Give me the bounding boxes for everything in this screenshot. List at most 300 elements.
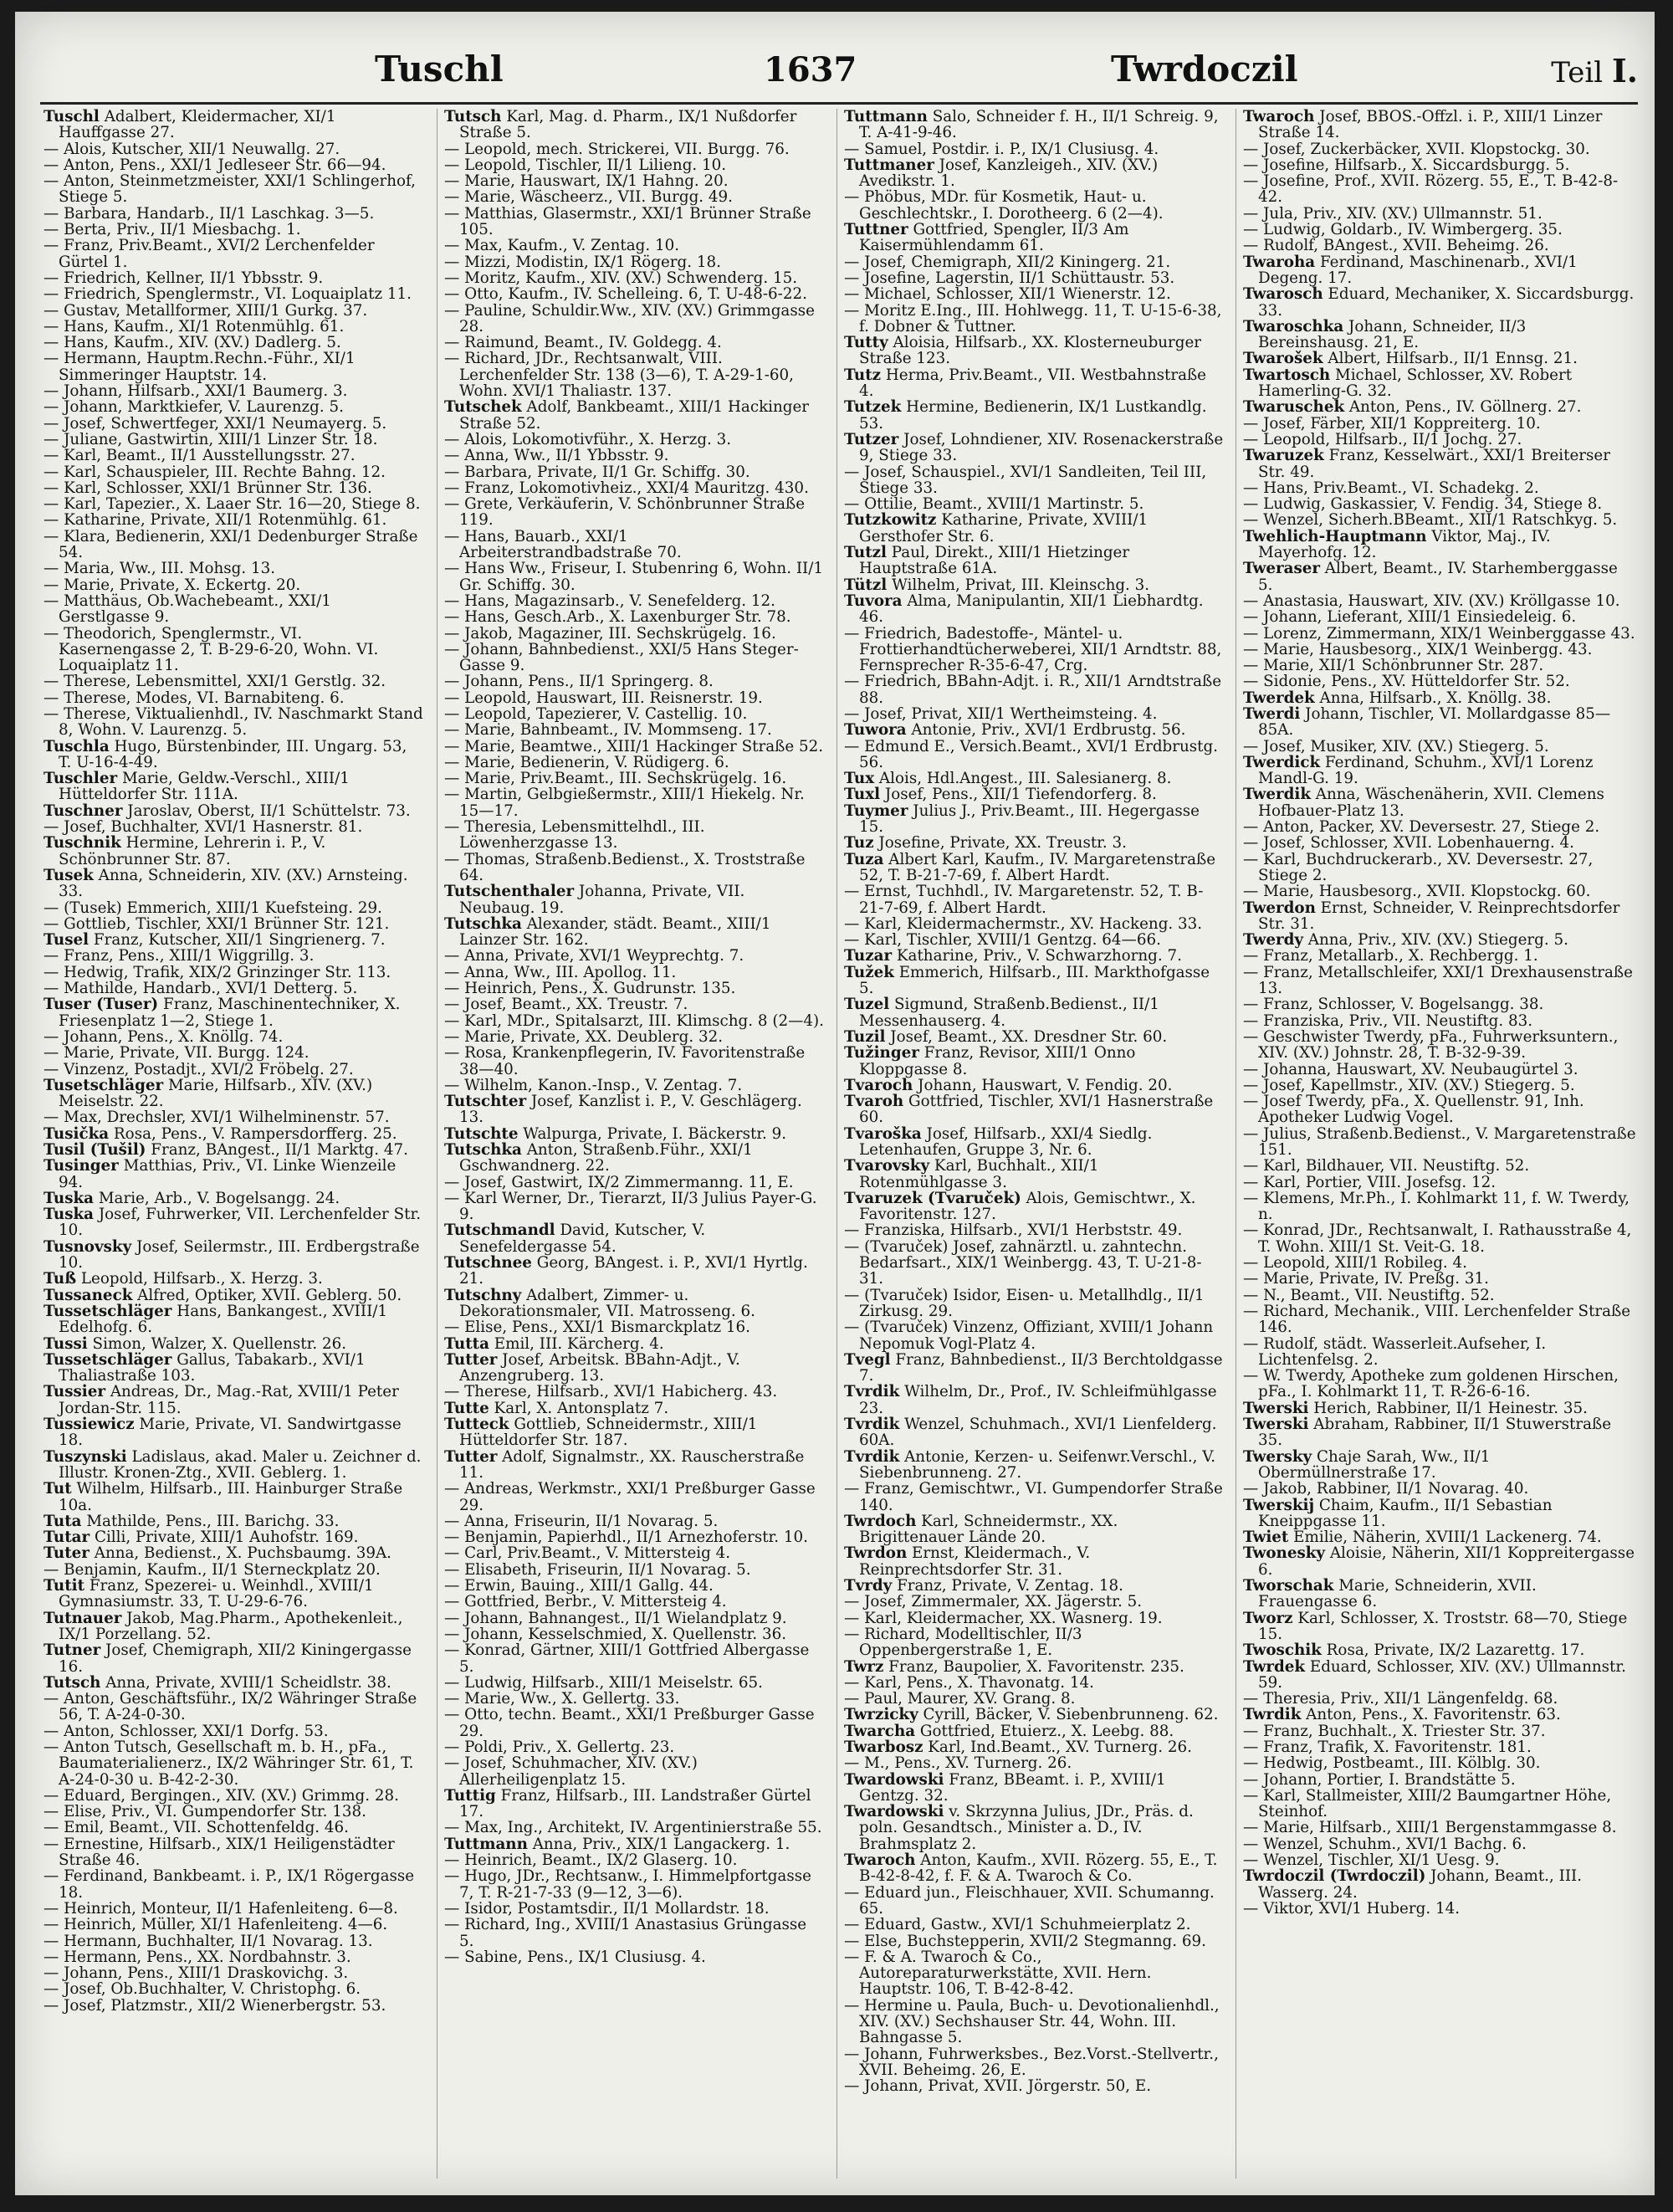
directory-entry: — Moritz, Kaufm., XIV. (XV.) Schwenderg. 15. xyxy=(444,269,798,287)
directory-entry: — Franz, Metallarb., X. Rechbergg. 1. xyxy=(1243,947,1538,965)
directory-entry: Tutit Franz, Spezerei- u. Weinhdl., XVIII/1 Gymnasiumstr. 33, T. U-29-6-76. xyxy=(43,1577,374,1611)
directory-entry: — Sidonie, Pens., XV. Hütteldorfer Str. 52. xyxy=(1243,673,1570,691)
directory-entry: — Max, Kaufm., V. Zentag. 10. xyxy=(444,237,680,255)
directory-entry: — Hermann, Hauptm.Rechn.-Führ., XI/1 Simmeringer Hauptstr. 14. xyxy=(43,350,356,384)
directory-entry: Tussier Andreas, Dr., Mag.-Rat, XVIII/1 Peter Jordan-Str. 115. xyxy=(43,1383,399,1417)
directory-entry: Tuwora Antonie, Priv., XVI/1 Erdbrustg. 56. xyxy=(844,721,1186,740)
directory-entry: — Paul, Maurer, XV. Grang. 8. xyxy=(844,1690,1076,1708)
directory-entry: — Franz, Priv.Beamt., XVI/2 Lerchenfelder Gürtel 1. xyxy=(43,237,375,271)
directory-entry: — Marie, Private, XX. Deublerg. 32. xyxy=(444,1027,724,1046)
directory-entry: — Johann, Fuhrwerksbes., Bez.Vorst.-Stellvertr., XVII. Beheimg. 26, E. xyxy=(844,2045,1219,2079)
directory-entry: — Isidor, Postamtsdir., II/1 Mollardstr. 18. xyxy=(444,1899,770,1918)
directory-entry: Twartosch Michael, Schlosser, XV. Robert Hamerling-G. 32. xyxy=(1243,366,1573,401)
directory-entry: Tuter Anna, Bedienst., X. Puchsbaumg. 39A. xyxy=(43,1544,391,1563)
directory-entry: — Marie, Ww., X. Gellertg. 33. xyxy=(444,1690,680,1708)
directory-entry: — Franziska, Priv., VII. Neustiftg. 83. xyxy=(1243,1011,1533,1030)
directory-entry: — Karl Werner, Dr., Tierarzt, II/3 Julius Payer-G. 9. xyxy=(444,1189,817,1224)
directory-entry: — Josef, Chemigraph, XII/2 Kiningerg. 21. xyxy=(844,253,1171,271)
directory-entry: — Eduard jun., Fleischhauer, XVII. Schumanng. 65. xyxy=(844,1883,1215,1918)
directory-entry: Tutnauer Jakob, Mag.Pharm., Apothekenleit., IX/1 Porzellang. 52. xyxy=(43,1609,403,1643)
directory-entry: Tworz Karl, Schlosser, X. Troststr. 68—70, Stiege 15. xyxy=(1243,1609,1628,1643)
directory-entry: Tvaroh Gottfried, Tischler, XVI/1 Hasnerstraße 60. xyxy=(844,1093,1214,1127)
directory-entry: — Therese, Lebensmittel, XXI/1 Gerstlg. 32. xyxy=(43,673,386,691)
directory-entry: Twerdek Anna, Hilfsarb., X. Knöllg. 38. xyxy=(1243,689,1552,707)
directory-entry: — Matthias, Glasermstr., XXI/1 Brünner Straße 105. xyxy=(444,204,811,239)
directory-entry: Twerski Abraham, Rabbiner, II/1 Stuwerstraße 35. xyxy=(1243,1416,1612,1450)
directory-entry: Twrdek Eduard, Schlosser, XIV. (XV.) Ullmannstr. 59. xyxy=(1243,1657,1626,1692)
directory-entry: Twaruschek Anton, Pens., IV. Göllnerg. 27. xyxy=(1243,398,1582,417)
directory-entry: Tutar Cilli, Private, XIII/1 Auhofstr. 169. xyxy=(43,1528,359,1547)
directory-entry: — Hedwig, Postbeamt., III. Kölblg. 30. xyxy=(1243,1754,1541,1773)
directory-entry: Twrdik Anton, Pens., X. Favoritenstr. 63. xyxy=(1243,1706,1561,1724)
directory-entry: — Jakob, Rabbiner, II/1 Novarag. 40. xyxy=(1243,1480,1529,1498)
directory-entry: Tussi Simon, Walzer, X. Quellenstr. 26. xyxy=(43,1334,347,1353)
directory-entry: Twerdon Ernst, Schneider, V. Reinprechtsdorfer Str. 31. xyxy=(1243,899,1620,933)
directory-entry: — Franziska, Hilfsarb., XVI/1 Herbststr. 49. xyxy=(844,1221,1183,1240)
directory-entry: — Johann, Pens., XIII/1 Draskovichg. 3. xyxy=(43,1964,349,1983)
directory-entry: — Hans, Kaufm., XI/1 Rotenmühlg. 61. xyxy=(43,317,345,335)
directory-entry: — Maria, Ww., III. Mohsg. 13. xyxy=(43,560,276,578)
directory-entry: Tužinger Franz, Revisor, XIII/1 Onno Kloppgasse 8. xyxy=(844,1044,1136,1078)
directory-entry: — Richard, Ing., XVIII/1 Anastasius Grüngasse 5. xyxy=(444,1916,807,1950)
directory-entry: — Konrad, Gärtner, XIII/1 Gottfried Albergasse 5. xyxy=(444,1641,810,1676)
directory-entry: — Benjamin, Kaufm., II/1 Sterneckplatz 20. xyxy=(43,1560,381,1579)
directory-entry: — Franz, Metallschleifer, XXI/1 Drexhausenstraße 13. xyxy=(1243,963,1633,998)
directory-entry: Twrdon Ernst, Kleidermach., V. Reinprechtsdorfer Str. 31. xyxy=(844,1544,1091,1579)
directory-entry: Tutteck Gottlieb, Schneidermstr., XIII/1 Hütteldorfer Str. 187. xyxy=(444,1416,758,1450)
directory-entry: Tutschka Anton, Straßenb.Führ., XXI/1 Gschwandnerg. 22. xyxy=(444,1141,753,1175)
directory-entry: — Erwin, Bauing., XIII/1 Gallg. 44. xyxy=(444,1577,714,1595)
directory-entry: — Rosa, Krankenpflegerin, IV. Favoritenstraße 38—40. xyxy=(444,1044,806,1078)
directory-entry: Tutschenthaler Johanna, Private, VII. Neubaug. 19. xyxy=(444,883,745,917)
directory-entry: Twonesky Aloisie, Näherin, XII/1 Koppreitergasse 6. xyxy=(1243,1544,1635,1579)
directory-entry: Tützl Wilhelm, Privat, III. Kleinschg. 3. xyxy=(844,576,1150,594)
directory-entry: — Johann, Marktkiefer, V. Laurenzg. 5. xyxy=(43,398,344,417)
directory-entry: — Hans, Magazinsarb., V. Senefelderg. 12. xyxy=(444,591,775,610)
directory-entry: — Wilhelm, Kanon.-Insp., V. Zentag. 7. xyxy=(444,1076,743,1094)
directory-entry: — Anna, Private, XVI/1 Weyprechtg. 7. xyxy=(444,947,744,965)
directory-entry: Tutsch Karl, Mag. d. Pharm., IX/1 Nußdorfer Straße 5. xyxy=(444,109,797,142)
directory-entry: — Karl, Schlosser, XXI/1 Brünner Str. 136. xyxy=(43,479,372,497)
directory-entry: — Josef, Kapellmstr., XIV. (XV.) Stiegerg. 5. xyxy=(1243,1076,1575,1094)
directory-entry: — Anton, Steinmetzmeister, XXI/1 Schlingerhof, Stiege 5. xyxy=(43,172,416,207)
directory-entry: — Matthäus, Ob.Wachebeamt., XXI/1 Gerstlgasse 9. xyxy=(43,591,331,627)
directory-entry: Tutter Josef, Arbeitsk. BBahn-Adjt., V. Anzengruberg. 13. xyxy=(444,1350,740,1385)
directory-entry: — Wenzel, Tischler, XI/1 Uesg. 9. xyxy=(1243,1851,1500,1870)
directory-entry: Tvaroška Josef, Hilfsarb., XXI/4 Siedlg. Letenhaufen, Gruppe 3, Nr. 6. xyxy=(844,1124,1153,1159)
directory-entry: Tvegl Franz, Bahnbedienst., II/3 Berchtoldgasse 7. xyxy=(844,1350,1223,1385)
directory-entry: — Josefine, Hilfsarb., X. Siccardsburgg. 5. xyxy=(1243,156,1570,174)
directory-entry: Twaroschka Johann, Schneider, II/3 Bereinshausg. 21, E. xyxy=(1243,317,1527,352)
directory-entry: — Richard, Mechanik., VIII. Lerchenfelder Straße 146. xyxy=(1243,1302,1631,1337)
directory-entry: Tutty Aloisia, Hilfsarb., XX. Klosterneuburger Straße 123. xyxy=(844,334,1202,368)
directory-entry: Tuschner Jaroslav, Oberst, II/1 Schüttelstr. 73. xyxy=(43,801,411,820)
directory-entry: — Raimund, Beamt., IV. Goldegg. 4. xyxy=(444,334,722,352)
directory-entry: — Theodorich, Spenglermstr., VI. Kasernengasse 2, T. B-29-6-20, Wohn. VI. Loquaiplatz 11. xyxy=(43,624,379,675)
directory-entry: — Johanna, Hauswart, XV. Neubaugürtel 3. xyxy=(1243,1060,1578,1078)
directory-entry: — Johann, Bahnangest., II/1 Wielandplatz 9. xyxy=(444,1609,787,1627)
directory-entry: — Jula, Priv., XIV. (XV.) Ullmannstr. 51. xyxy=(1243,204,1543,223)
directory-entry: — Johann, Pens., X. Knöllg. 74. xyxy=(43,1027,284,1046)
directory-entry: Tuschl Adalbert, Kleidermacher, XI/1 Hauffgasse 27. xyxy=(43,109,336,142)
directory-entry: Tuzar Katharine, Priv., V. Schwarzhorng. 7. xyxy=(844,947,1182,965)
directory-entry: — Ferdinand, Bankbeamt. i. P., IX/1 Rögergasse 18. xyxy=(43,1867,415,1902)
directory-page xyxy=(15,12,1655,2195)
directory-entry: — Friedrich, BBahn-Adjt. i. R., XII/1 Arndtstraße 88. xyxy=(844,673,1222,707)
directory-entry: — Hans Ww., Friseur, I. Stubenring 6, Wohn. II/1 Gr. Schiffg. 30. xyxy=(444,560,824,594)
directory-entry: — Gottfried, Berbr., V. Mittersteig 4. xyxy=(444,1593,727,1611)
directory-entry: — Johann, Lieferant, XIII/1 Einsiedeleig. 6. xyxy=(1243,608,1577,627)
directory-entry: Tutschnee Georg, BAngest. i. P., XVI/1 Hyrtlg. 21. xyxy=(444,1254,808,1288)
directory-entry: — Eduard, Gastw., XVI/1 Schuhmeierplatz 2. xyxy=(844,1916,1191,1934)
directory-entry: Tutschter Josef, Kanzlist i. P., V. Geschlägerg. 13. xyxy=(444,1093,802,1127)
directory-entry: — Anastasia, Hauswart, XIV. (XV.) Kröllgasse 10. xyxy=(1243,591,1620,610)
directory-entry: Tuza Albert Karl, Kaufm., IV. Margaretenstraße 52, T. B-21-7-69, f. Albert Hardt. xyxy=(844,850,1216,884)
directory-entry: — Richard, JDr., Rechtsanwalt, VIII. Lerchenfelder Str. 138 (3—6), T. A-29-1-60, Wohn. XVI/1 Thaliastr. 137. xyxy=(444,350,794,401)
directory-entry: Tusička Rosa, Pens., V. Rampersdorfferg. 25. xyxy=(43,1124,397,1143)
directory-entry: Tutzek Hermine, Bedienerin, IX/1 Lustkandlg. 53. xyxy=(844,398,1207,433)
directory-entry: — Karl, Kleidermacher, XX. Wasnerg. 19. xyxy=(844,1609,1163,1627)
directory-entry: — Franz, Buchhalt., X. Triester Str. 37. xyxy=(1243,1722,1546,1740)
directory-entry: — Wenzel, Sicherh.BBeamt., XII/1 Ratschkyg. 5. xyxy=(1243,511,1618,530)
directory-entry: — Karl, Stallmeister, XIII/2 Baumgartner Höhe, Steinhof. xyxy=(1243,1786,1612,1821)
directory-entry: — Franz, Pens., XIII/1 Wiggrillg. 3. xyxy=(43,947,315,965)
directory-entry: — Josef, Beamt., XX. Treustr. 7. xyxy=(444,996,688,1014)
directory-entry: Tuta Mathilde, Pens., III. Barichg. 33. xyxy=(43,1512,340,1530)
directory-entry: — Johann, Hilfsarb., XXI/1 Baumerg. 3. xyxy=(43,382,348,401)
directory-entry: — (Tvaruček) Vinzenz, Offiziant, XVIII/1 Johann Nepomuk Vogl-Platz 4. xyxy=(844,1318,1214,1353)
directory-entry: — W. Twerdy, Apotheke zum goldenen Hirschen, pFa., I. Kohlmarkt 11, T. R-26-6-16. xyxy=(1243,1367,1619,1401)
directory-entry: — Therese, Modes, VI. Barnabiteng. 6. xyxy=(43,689,345,707)
part-numeral: I. xyxy=(1611,52,1638,90)
directory-entry: Tusil (Tušil) Franz, BAngest., II/1 Marktg. 47. xyxy=(43,1141,408,1159)
directory-entry: Twarosch Eduard, Mechaniker, X. Siccardsburgg. 33. xyxy=(1243,285,1635,320)
directory-entry: — Marie, Beamtwe., XIII/1 Hackinger Straße 52. xyxy=(444,737,824,755)
directory-entry: Tusetschläger Marie, Hilfsarb., XIV. (XV.) Meiselstr. 22. xyxy=(43,1076,373,1111)
directory-entry: — Michael, Schlosser, XII/1 Wienerstr. 12. xyxy=(844,285,1171,304)
directory-entry: — Therese, Hilfsarb., XVI/1 Habicherg. 43. xyxy=(444,1383,778,1401)
directory-entry: — Anna, Ww., II/1 Ybbsstr. 9. xyxy=(444,447,669,465)
directory-entry: — Anton, Schlosser, XXI/1 Dorfg. 53. xyxy=(43,1722,329,1740)
directory-entry: Tuser (Tuser) Franz, Maschinentechniker, X. Friesenplatz 1—2, Stiege 1. xyxy=(43,996,401,1030)
directory-entry: — Josef, Buchhalter, XVI/1 Hasnerstr. 81. xyxy=(43,818,363,837)
directory-entry: Tusnovsky Josef, Seilermstr., III. Erdbergstraße 10. xyxy=(43,1237,420,1272)
directory-entry: Tutsch Anna, Private, XVIII/1 Scheidlstr. 38. xyxy=(43,1673,391,1692)
directory-entry: Twerdick Ferdinand, Schuhm., XVI/1 Lorenz Mandl-G. 19. xyxy=(1243,753,1594,788)
directory-entry: — Anna, Friseurin, II/1 Novarag. 5. xyxy=(444,1512,719,1530)
directory-entry: Twiet Emilie, Näherin, XVIII/1 Lackenerg. 74. xyxy=(1243,1528,1602,1547)
directory-entry: — Elise, Pens., XXI/1 Bismarckplatz 16. xyxy=(444,1318,750,1337)
directory-column-2 xyxy=(437,109,825,2179)
directory-entry: Twarbosz Karl, Ind.Beamt., XV. Turnerg. 26. xyxy=(844,1738,1192,1756)
directory-entry: — Lorenz, Zimmermann, XIX/1 Weinberggasse 43. xyxy=(1243,624,1635,643)
directory-entry: — Pauline, Schuldir.Ww., XIV. (XV.) Grimmgasse 28. xyxy=(444,301,815,335)
directory-entry: Tusinger Matthias, Priv., VI. Linke Wienzeile 94. xyxy=(43,1157,397,1191)
directory-entry: Twrdoczil (Twrdoczil) Johann, Beamt., III. Wasserg. 24. xyxy=(1243,1867,1583,1902)
directory-entry: Tuzel Sigmund, Straßenb.Bedienst., II/1 Messenhauserg. 4. xyxy=(844,996,1159,1030)
directory-entry: Tutz Herma, Priv.Beamt., VII. Westbahnstraße 4. xyxy=(844,366,1206,401)
directory-entry: — Ernestine, Hilfsarb., XIX/1 Heiligenstädter Straße 46. xyxy=(43,1835,395,1870)
directory-entry: Twaroha Ferdinand, Maschinenarb., XVI/1 Degeng. 17. xyxy=(1243,253,1578,287)
directory-entry: — Emil, Beamt., VII. Schottenfeldg. 46. xyxy=(43,1819,349,1837)
directory-entry: — Wenzel, Schuhm., XVI/1 Bachg. 6. xyxy=(1243,1835,1527,1853)
directory-entry: Tuttmann Anna, Priv., XIX/1 Langackerg. 1. xyxy=(444,1835,790,1853)
directory-entry: — Rudolf, städt. Wasserleit.Aufseher, I. Lichtenfelsg. 2. xyxy=(1243,1334,1547,1369)
directory-entry: — Klara, Bedienerin, XXI/1 Dedenburger Straße 54. xyxy=(43,527,418,562)
directory-entry: — Jakob, Magaziner, III. Sechskrügelg. 16. xyxy=(444,624,776,643)
directory-entry: Tux Alois, Hdl.Angest., III. Salesianerg. 8. xyxy=(844,770,1172,788)
directory-entry: — Josef, Schauspiel., XVI/1 Sandleiten, Teil III, Stiege 33. xyxy=(844,463,1207,497)
directory-entry: — Josef, Privat, XII/1 Wertheimsteing. 4. xyxy=(844,704,1158,723)
directory-entry: Tuszynski Ladislaus, akad. Maler u. Zeichner d. Illustr. Kronen-Ztg., XVII. Geblerg. 1. xyxy=(43,1447,422,1482)
directory-entry: — Karl, Bildhauer, VII. Neustiftg. 52. xyxy=(1243,1157,1530,1175)
directory-entry: — Leopold, Tischler, II/1 Lilieng. 10. xyxy=(444,156,727,174)
page-number: 1637 xyxy=(764,50,857,90)
directory-entry: — Rudolf, BAngest., XVII. Beheimg. 26. xyxy=(1243,237,1549,255)
directory-entry: Twerdik Anna, Wäschenäherin, XVII. Clemens Hofbauer-Platz 13. xyxy=(1243,786,1604,820)
directory-entry: — Marie, Hilfsarb., XIII/1 Bergenstammgasse 8. xyxy=(1243,1819,1617,1837)
directory-entry: — Gottlieb, Tischler, XXI/1 Brünner Str. 121. xyxy=(43,914,390,933)
directory-entry: Tuttner Gottfried, Spengler, II/3 Am Kaisermühlendamm 61. xyxy=(844,221,1129,255)
directory-entry: — Leopold, mech. Strickerei, VII. Burgg. 76. xyxy=(444,140,790,158)
directory-entry: Twarošek Albert, Hilfsarb., II/1 Ennsg. 21. xyxy=(1243,350,1578,368)
directory-entry: Twerdi Johann, Tischler, VI. Mollardgasse 85—85A. xyxy=(1243,704,1611,740)
directory-entry: — Karl, Buchdruckerarb., XV. Deversestr. 27, Stiege 2. xyxy=(1243,850,1594,884)
directory-entry: — Franz, Schlosser, V. Bogelsangg. 38. xyxy=(1243,996,1544,1014)
directory-entry: — Josef, Schlosser, XVII. Lobenhauerng. 4. xyxy=(1243,834,1574,853)
directory-entry: — Samuel, Postdir. i. P., IX/1 Clusiusg. 4. xyxy=(844,140,1159,158)
directory-entry: Tutschte Walpurga, Private, I. Bäckerstr. 9. xyxy=(444,1124,787,1143)
directory-entry: Tweraser Albert, Beamt., IV. Starhemberggasse 5. xyxy=(1243,560,1618,594)
directory-entry: — Josef Twerdy, pFa., X. Quellenstr. 91, Inh. Apotheker Ludwig Vogel. xyxy=(1243,1093,1584,1127)
directory-entry: Tvaroch Johann, Hauswart, V. Fendig. 20. xyxy=(844,1076,1173,1094)
directory-entry: Tut Wilhelm, Hilfsarb., III. Hainburger Straße 10a. xyxy=(43,1480,403,1514)
directory-entry: — Leopold, XIII/1 Robileg. 4. xyxy=(1243,1254,1467,1272)
directory-entry: Twarcha Gottfried, Etuierz., X. Leebg. 88. xyxy=(844,1722,1174,1740)
directory-entry: — Franz, Lokomotivheiz., XXI/4 Mauritzg. 430. xyxy=(444,479,809,497)
directory-entry: — Heinrich, Monteur, II/1 Hafenleiteng. 6—8. xyxy=(43,1899,398,1918)
directory-entry: — Elise, Priv., VI. Gumpendorfer Str. 138. xyxy=(43,1803,366,1821)
directory-entry: — Thomas, Straßenb.Bedienst., X. Troststraße 64. xyxy=(444,850,806,884)
directory-entry: — Barbara, Handarb., II/1 Laschkag. 3—5. xyxy=(43,204,375,223)
directory-entry: — Leopold, Hauswart, III. Reisnerstr. 19. xyxy=(444,689,763,707)
directory-entry: — Friedrich, Badestoffe-, Mäntel- u. Frottierhandtücherweberei, XII/1 Arndtstr. 88, Fernsprecher R-35-6-47, Crg. xyxy=(844,624,1222,675)
directory-entry: — Ludwig, Hilfsarb., XIII/1 Meiselstr. 65. xyxy=(444,1673,763,1692)
directory-entry: — Anton, Geschäftsführ., IX/2 Währinger Straße 56, T. A-24-0-30. xyxy=(43,1690,417,1724)
directory-entry: — Josef, Zuckerbäcker, XVII. Klopstockg. 30. xyxy=(1243,140,1590,158)
part-label: Teil xyxy=(1551,56,1604,90)
directory-entry: — Marie, Private, IV. Preßg. 31. xyxy=(1243,1270,1489,1288)
directory-entry: Tuttig Franz, Hilfsarb., III. Landstraßer Gürtel 17. xyxy=(444,1786,811,1821)
directory-entry: — Therese, Viktualienhdl., IV. Naschmarkt Stand 8, Wohn. V. Laurenzg. 5. xyxy=(43,704,423,740)
directory-entry: — Hans, Bauarb., XXI/1 Arbeiterstrandbadstraße 70. xyxy=(444,527,682,562)
directory-entry: Tuska Marie, Arb., V. Bogelsangg. 24. xyxy=(43,1189,340,1207)
directory-entry: Tuttmaner Josef, Kanzleigeh., XIV. (XV.) Avedikstr. 1. xyxy=(844,156,1159,191)
directory-entry: — Alois, Lokomotivführ., X. Herzg. 3. xyxy=(444,430,732,448)
directory-entry: Tutzl Paul, Direkt., XIII/1 Hietzinger Hauptstraße 61A. xyxy=(844,544,1130,578)
directory-entry: — Theresia, Priv., XII/1 Längenfeldg. 68. xyxy=(1243,1690,1558,1708)
directory-entry: — Johann, Privat, XVII. Jörgerstr. 50, E. xyxy=(844,2077,1152,2096)
directory-entry: — Marie, Wäscheerz., VII. Burgg. 49. xyxy=(444,188,733,207)
directory-entry: — Mizzi, Modistin, IX/1 Rögerg. 18. xyxy=(444,253,721,271)
directory-entry: — Sabine, Pens., IX/1 Clusiusg. 4. xyxy=(444,1948,706,1966)
directory-entry: Tutner Josef, Chemigraph, XII/2 Kiningergasse 16. xyxy=(43,1641,412,1676)
directory-entry: Tvrdik Wilhelm, Dr., Prof., IV. Schleifmühlgasse 23. xyxy=(844,1383,1217,1417)
directory-entry: — Ludwig, Goldarb., IV. Wimbergerg. 35. xyxy=(1243,221,1563,239)
directory-entry: — Konrad, JDr., Rechtsanwalt, I. Rathausstraße 4, T. Wohn. XIII/1 St. Veit-G. 18. xyxy=(1243,1221,1632,1256)
directory-entry: — Geschwister Twerdy, pFa., Fuhrwerksuntern., XIV. (XV.) Johnstr. 28, T. B-32-9-39. xyxy=(1243,1027,1619,1062)
directory-entry: — Ernst, Tuchhdl., IV. Margaretenstr. 52, T. B-21-7-69, f. Albert Hardt. xyxy=(844,883,1204,917)
directory-entry: Twerdy Anna, Priv., XIV. (XV.) Stiegerg. 5. xyxy=(1243,931,1568,950)
directory-entry: — Marie, Private, X. Eckertg. 20. xyxy=(43,576,301,594)
directory-entry: — Gustav, Metallformer, XIII/1 Gurkg. 37. xyxy=(43,301,368,320)
directory-entry: — Hermann, Buchhalter, II/1 Novarag. 13. xyxy=(43,1932,373,1950)
directory-entry: — Karl, Portier, VIII. Josefsg. 12. xyxy=(1243,1173,1496,1191)
directory-entry: Tuymer Julius J., Priv.Beamt., III. Hegergasse 15. xyxy=(844,801,1200,837)
directory-entry: — Josef, Platzmstr., XII/2 Wienerbergstr. 53. xyxy=(43,1996,386,2015)
directory-entry: Twardowski v. Skrzynna Julius, JDr., Präs. d. poln. Gesandtsch., Minister a. D., IV. Brahmsplatz 2. xyxy=(844,1803,1194,1853)
directory-entry: Tuschler Marie, Geldw.-Verschl., XIII/1 Hütteldorfer Str. 111A. xyxy=(43,770,350,804)
directory-entry: — Josef, Gastwirt, IX/2 Zimmermanng. 11, E. xyxy=(444,1173,794,1191)
directory-entry: — Josef, Schuhmacher, XIV. (XV.) Allerheiligenplatz 15. xyxy=(444,1754,698,1789)
directory-entry: — Ottilie, Beamt., XVIII/1 Martinstr. 5. xyxy=(844,495,1144,514)
directory-entry: — Marie, Bedienerin, V. Rüdigerg. 6. xyxy=(444,753,729,771)
page-header xyxy=(15,49,1655,99)
directory-entry: Twrz Franz, Baupolier, X. Favoritenstr. 235. xyxy=(844,1657,1184,1676)
directory-entry: Tužek Emmerich, Hilfsarb., III. Markthofgasse 5. xyxy=(844,963,1210,998)
directory-entry: — Hans, Kaufm., XIV. (XV.) Dadlerg. 5. xyxy=(43,334,341,352)
directory-entry: — M., Pens., XV. Turnerg. 26. xyxy=(844,1754,1072,1773)
directory-entry: — Edmund E., Versich.Beamt., XVI/1 Erdbrustg. 56. xyxy=(844,737,1218,771)
directory-entry: Twardowski Franz, BBeamt. i. P., XVIII/1 Gentzg. 32. xyxy=(844,1770,1166,1805)
directory-entry: — Marie, Priv.Beamt., III. Sechskrügelg. 16. xyxy=(444,770,787,788)
directory-entry: — Josef, Musiker, XIV. (XV.) Stiegerg. 5. xyxy=(1243,737,1549,755)
header-first-name: Tuschl xyxy=(375,49,504,90)
directory-entry: — Hugo, JDr., Rechtsanw., I. Himmelpfortgasse 7, T. R-21-7-33 (9—12, 3—6). xyxy=(444,1867,811,1902)
directory-entry: — Marie, Hausbesorg., XVII. Klopstockg. 60. xyxy=(1243,883,1591,901)
directory-entry: — Friedrich, Spenglermstr., VI. Loquaiplatz 11. xyxy=(43,285,412,304)
directory-entry: Tutzkowitz Katharine, Private, XVIII/1 Gersthofer Str. 6. xyxy=(844,511,1149,545)
directory-entry: — Else, Buchstepperin, XVII/2 Stegmanng. 69. xyxy=(844,1932,1206,1950)
directory-entry: — Julius, Straßenb.Bedienst., V. Margaretenstraße 151. xyxy=(1243,1124,1636,1159)
directory-column-1 xyxy=(43,109,424,2179)
directory-entry: — Anton Tutsch, Gesellschaft m. b. H., pFa., Baumaterialienerz., IX/2 Währinger Str. 61, T. A-24-0-30 u. B-42-2-30. xyxy=(43,1738,414,1789)
directory-entry: — Franz, Gemischtwr., VI. Gumpendorfer Straße 140. xyxy=(844,1480,1223,1514)
directory-entry: — Juliane, Gastwirtin, XIII/1 Linzer Str. 18. xyxy=(43,430,378,448)
directory-entry: Tuz Josefine, Private, XX. Treustr. 3. xyxy=(844,834,1127,853)
directory-entry: Tutschmandl David, Kutscher, V. Senefeldergasse 54. xyxy=(444,1221,706,1256)
directory-entry: — Karl, Tischler, XVIII/1 Gentzg. 64—66. xyxy=(844,931,1161,950)
directory-entry: — Karl, Tapezier., X. Laaer Str. 16—20, Stiege 8. xyxy=(43,495,421,514)
directory-entry: — Johann, Bahnbedienst., XXI/5 Hans Steger-Gasse 9. xyxy=(444,640,799,675)
directory-entry: Tvaruzek (Tvaruček) Alois, Gemischtwr., X. Favoritenstr. 127. xyxy=(844,1189,1196,1224)
directory-entry: Twaruzek Franz, Kesselwärt., XXI/1 Breiterser Str. 49. xyxy=(1243,447,1610,481)
directory-entry: — Benjamin, Papierhdl., II/1 Arnezhoferstr. 10. xyxy=(444,1528,808,1547)
directory-entry: — Johann, Pens., II/1 Springerg. 8. xyxy=(444,673,714,691)
directory-entry: Tutta Emil, III. Kärcherg. 4. xyxy=(444,1334,664,1353)
directory-entry: — Mathilde, Handarb., XVI/1 Detterg. 5. xyxy=(43,980,358,998)
directory-entry: — Anton, Pens., XXI/1 Jedleseer Str. 66—94. xyxy=(43,156,386,174)
directory-entry: — Hans, Priv.Beamt., VI. Schadekg. 2. xyxy=(1243,479,1539,497)
directory-entry: — Marie, Hauswart, IX/1 Hahng. 20. xyxy=(444,172,729,191)
directory-entry: — Richard, Modelltischler, II/3 Oppenbergerstraße 1, E. xyxy=(844,1625,1082,1660)
directory-entry: — F. & A. Twaroch & Co., Autoreparaturwerkstätte, XVII. Hern. Hauptstr. 106, T. B-42-8-42. xyxy=(844,1948,1152,1999)
directory-entry: — Karl, MDr., Spitalsarzt, III. Klimschg. 8 (2—4). xyxy=(444,1011,824,1030)
directory-entry: — Karl, Schauspieler, III. Rechte Bahng. 12. xyxy=(43,463,386,481)
directory-entry: Tvrdik Wenzel, Schuhmach., XVI/1 Lienfelderg. 60A. xyxy=(844,1416,1217,1450)
directory-entry: — Josef, Zimmermaler, XX. Jägerstr. 5. xyxy=(844,1593,1143,1611)
directory-entry: — Friedrich, Kellner, II/1 Ybbsstr. 9. xyxy=(43,269,324,287)
directory-entry: — Heinrich, Beamt., IX/2 Glaserg. 10. xyxy=(444,1851,738,1870)
directory-entry: Tuxl Josef, Pens., XII/1 Tiefendorferg. 8. xyxy=(844,786,1157,804)
directory-entry: Twersky Chaje Sarah, Ww., II/1 Obermüllnerstraße 17. xyxy=(1243,1447,1491,1482)
directory-entry: — Josefine, Prof., XVII. Rözerg. 55, E., T. B-42-8-42. xyxy=(1243,172,1619,207)
directory-entry: — Hans, Gesch.Arb., X. Laxenburger Str. 78. xyxy=(444,608,791,627)
directory-columns xyxy=(43,109,1636,2179)
directory-entry: — Katharine, Private, XII/1 Rotenmühlg. 61. xyxy=(43,511,387,530)
directory-entry: Tvarovsky Karl, Buchhalt., XII/1 Rotenmühlgasse 3. xyxy=(844,1157,1099,1191)
directory-entry: — Marie, Hausbesorg., XIX/1 Weinbergg. 43. xyxy=(1243,640,1593,658)
directory-entry: Tutter Adolf, Signalmstr., XX. Rauscherstraße 11. xyxy=(444,1447,805,1482)
directory-entry: Tuschnik Hermine, Lehrerin i. P., V. Schönbrunner Str. 87. xyxy=(43,834,326,868)
directory-entry: Twrdoch Karl, Schneidermstr., XX. Brigittenauer Lände 20. xyxy=(844,1512,1118,1547)
directory-entry: — Karl, Beamt., II/1 Ausstellungsstr. 27. xyxy=(43,447,356,465)
directory-entry: — Max, Ing., Architekt, IV. Argentinierstraße 55. xyxy=(444,1819,822,1837)
directory-entry: — Johann, Kesselschmied, X. Quellenstr. 36. xyxy=(444,1625,787,1643)
directory-entry: — Josef, Färber, XII/1 Koppreiterg. 10. xyxy=(1243,414,1541,433)
directory-entry: Twaroch Anton, Kaufm., XVII. Rözerg. 55, E., T. B-42-8-42, f. F. & A. Twaroch & Co. xyxy=(844,1851,1218,1886)
directory-entry: Tuska Josef, Fuhrwerker, VII. Lerchenfelder Str. 10. xyxy=(43,1206,422,1240)
directory-entry: — Marie, Bahnbeamt., IV. Mommseng. 17. xyxy=(444,721,772,740)
directory-entry: Tuvora Alma, Manipulantin, XII/1 Liebhardtg. 46. xyxy=(844,591,1204,627)
directory-entry: Tvrdik Antonie, Kerzen- u. Seifenwr.Verschl., V. Siebenbrunneng. 27. xyxy=(844,1447,1216,1482)
directory-entry: Tutte Karl, X. Antonsplatz 7. xyxy=(444,1399,669,1417)
directory-entry: — Josef, Ob.Buchhalter, V. Christophg. 6. xyxy=(43,1980,361,1999)
directory-entry: Twerski Herich, Rabbiner, II/1 Heinestr. 35. xyxy=(1243,1399,1588,1417)
directory-entry: Tussiewicz Marie, Private, VI. Sandwirtgasse 18. xyxy=(43,1416,402,1450)
directory-entry: — Hermine u. Paula, Buch- u. Devotionalienhdl., XIV. (XV.) Sechshauser Str. 44, Wohn. III. Bahngasse 5. xyxy=(844,1996,1220,2047)
directory-entry: Tuß Leopold, Hilfsarb., X. Herzg. 3. xyxy=(43,1270,323,1288)
directory-column-3 xyxy=(836,109,1225,2179)
directory-entry: — Otto, techn. Beamt., XXI/1 Preßburger Gasse 29. xyxy=(444,1706,815,1740)
directory-entry: — Karl, Pens., X. Thavonatg. 14. xyxy=(844,1673,1094,1692)
directory-entry: Tuschla Hugo, Bürstenbinder, III. Ungarg. 53, T. U-16-4-49. xyxy=(43,737,407,771)
directory-entry: — Carl, Priv.Beamt., V. Mittersteig 4. xyxy=(444,1544,731,1563)
directory-entry: Tussaneck Alfred, Optiker, XVII. Geblerg. 50. xyxy=(43,1286,402,1304)
directory-entry: — Anna, Ww., III. Apollog. 11. xyxy=(444,963,677,981)
directory-entry: — Eduard, Bergingen., XIV. (XV.) Grimmg. 28. xyxy=(43,1786,399,1805)
directory-entry: — Barbara, Private, II/1 Gr. Schiffg. 30. xyxy=(444,463,750,481)
directory-column-4 xyxy=(1236,109,1636,2179)
directory-entry: — Leopold, Hilfsarb., II/1 Jochg. 27. xyxy=(1243,430,1522,448)
directory-entry: Tutschny Adalbert, Zimmer- u. Dekorationsmaler, VII. Matrosseng. 6. xyxy=(444,1286,755,1320)
directory-entry: Tutzer Josef, Lohndiener, XIV. Rosenackerstraße 9, Stiege 33. xyxy=(844,430,1224,465)
directory-entry: — Heinrich, Müller, XI/1 Hafenleiteng. 4—6. xyxy=(43,1916,388,1934)
directory-entry: — (Tvaruček) Josef, zahnärztl. u. zahntechn. Bedarfsart., XIX/1 Weinbergg. 43, T. U-21-8-31. xyxy=(844,1237,1202,1288)
directory-entry: — (Tvaruček) Isidor, Eisen- u. Metallhdlg., II/1 Zirkusg. 29. xyxy=(844,1286,1205,1320)
directory-entry: Tuzil Josef, Beamt., XX. Dresdner Str. 60. xyxy=(844,1027,1168,1046)
directory-entry: — Johann, Portier, I. Brandstätte 5. xyxy=(1243,1770,1516,1789)
directory-entry: — Hedwig, Trafik, XIX/2 Grinzinger Str. 113. xyxy=(43,963,391,981)
directory-entry: — Leopold, Tapezierer, V. Castellig. 10. xyxy=(444,704,748,723)
directory-entry: Tutschek Adolf, Bankbeamt., XIII/1 Hackinger Straße 52. xyxy=(444,398,810,433)
directory-entry: — (Tusek) Emmerich, XIII/1 Kuefsteing. 29. xyxy=(43,899,382,917)
directory-entry: Twehlich-Hauptmann Viktor, Maj., IV. Mayerhofg. 12. xyxy=(1243,527,1551,562)
directory-entry: — Berta, Priv., II/1 Miesbachg. 1. xyxy=(43,221,301,239)
directory-entry: — Andreas, Werkmstr., XXI/1 Preßburger Gasse 29. xyxy=(444,1480,816,1514)
header-last-name: Twrdoczil xyxy=(1111,49,1298,90)
directory-entry: Tussetschläger Gallus, Tabakarb., XVI/1 Thaliastraße 103. xyxy=(43,1350,366,1385)
